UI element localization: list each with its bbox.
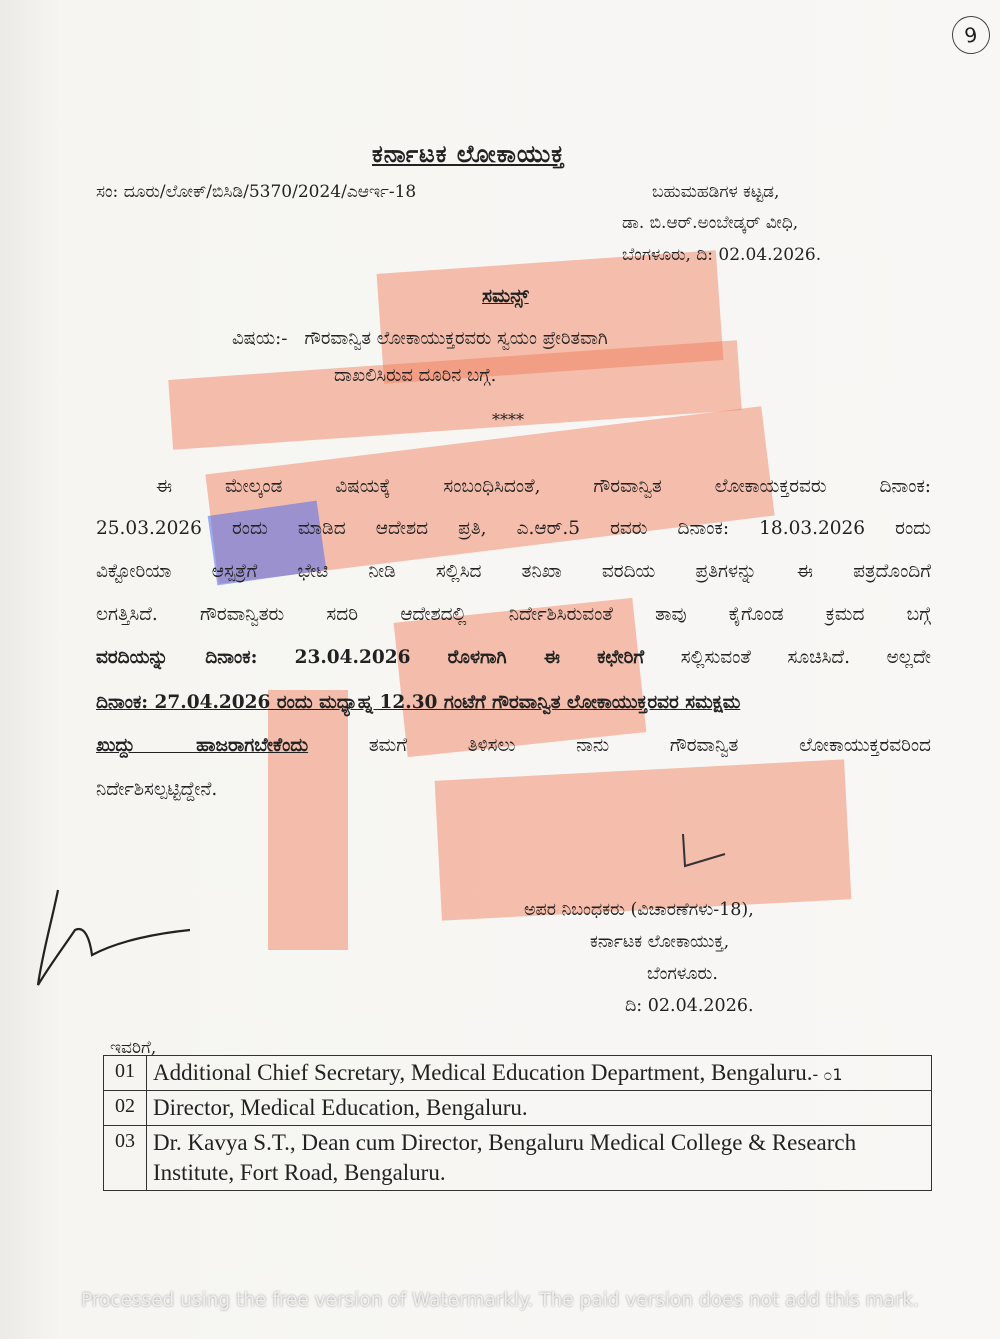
highlight-mark [268,690,348,950]
hearing-date-line: ದಿನಾಂಕ: 27.04.2026 ರಂದು ಮಧ್ಯಾಹ್ನ 12.30 ಗಂಟೆಗೆ ಗೌರವಾನ್ವಿತ ಲೋಕಾಯುಕ್ತರವರ ಸಮಕ್ಷಮ [96,692,741,713]
page-title: ಕರ್ನಾಟಕ ಲೋಕಾಯುಕ್ತ [372,139,566,168]
subject-text: ಗೌರವಾನ್ವಿತ ಲೋಕಾಯುಕ್ತರವರು ಸ್ವಯಂ ಪ್ರೇರಿತವಾಗಿ [304,328,608,349]
body-line: ಲಗತ್ತಿಸಿದೆ. ಗೌರವಾನ್ವಿತರು ಸದರಿ ಆದೇಶದಲ್ಲಿ ನಿರ್ದೇಶಿಸಿರುವಂತೆ ತಾವು ಕೈಗೊಂಡ ಕ್ರಮದ ಬಗ್ಗೆ [96,604,931,625]
page-number: 9 [949,13,993,57]
subject-line [232,328,608,350]
signatory-office: ಕರ್ನಾಟಕ ಲೋಕಾಯುಕ್ತ, [590,932,730,952]
body-line: ಖುದ್ದು ಹಾಜರಾಗಬೇಕೆಂದು ತಮಗೆ ತಿಳಿಸಲು ನಾನು ಗೌರವಾನ್ವಿತ ಲೋಕಾಯುಕ್ತರವರಿಂದ [96,735,931,756]
body-line: ವಿಕ್ಟೋರಿಯಾ ಆಸ್ಪತ್ರೆಗೆ ಭೇಟಿ ನೀಡಿ ಸಲ್ಲಿಸಿದ ತನಿಖಾ ವರದಿಯ ಪ್ರತಿಗಳನ್ನು ಈ ಪತ್ರದೊಂದಿಗೆ [96,561,931,582]
address-line: ಡಾ. ಬಿ.ಆರ್.ಅಂಬೇಡ್ಕರ್ ವೀಧಿ, [622,213,799,233]
recipient-text: Director, Medical Education, Bengaluru. [147,1090,932,1125]
table-row [104,1125,932,1190]
table-row [104,1090,932,1125]
signatory-city: ಬೆಂಗಳೂರು. [647,964,718,984]
recipient-number: 03 [104,1125,147,1190]
table-row [104,1056,932,1091]
body-line: ಈ ಮೇಲ್ಕಂಡ ವಿಷಯಕ್ಕೆ ಸಂಬಂಧಿಸಿದಂತೆ, ಗೌರವಾನ್ವಿತ ಲೋಕಾಯಕ್ತರವರು ದಿನಾಂಕ: [156,476,931,497]
body-line: ವರದಿಯನ್ನು ದಿನಾಂಕ: 23.04.2026 ರೊಳಗಾಗಿ ಈ ಕಛೇರಿಗೆ ಸಲ್ಲಿಸುವಂತೆ ಸೂಚಿಸಿದೆ. ಅಲ್ಲದೇ [96,647,931,668]
recipient-text: Dr. Kavya S.T., Dean cum Director, Bengaluru Medical College & Research Institute, Fort Road, Bengaluru. [147,1125,932,1190]
reference-number: ಸಂ: ದೂರು/ಲೋಕ್/ಬಿಸಿಡಿ/5370/2024/ಎಆರ್ಇ-18 [96,182,417,202]
summons-heading: ಸಮನ್ಸ್ [482,285,529,307]
recipient-number: 02 [104,1090,147,1125]
address-line: ಬೆಂಗಳೂರು, ದಿ: 02.04.2026. [622,245,822,265]
to-label: ಇವರಿಗೆ, [110,1038,157,1058]
deadline-text: ವರದಿಯನ್ನು ದಿನಾಂಕ: 23.04.2026 ರೊಳಗಾಗಿ ಈ ಕಛೇರಿಗೆ [96,647,645,668]
subject-label: ವಿಷಯ:- [232,328,288,349]
subject-text-cont: ದಾಖಲಿಸಿರುವ ದೂರಿನ ಬಗ್ಗೆ. [334,365,497,386]
address-line: ಬಹುಮಹಡಿಗಳ ಕಟ್ಟಡ, [652,182,780,202]
body-line: 25.03.2026 ರಂದು ಮಾಡಿದ ಆದೇಶದ ಪ್ರತಿ, ಎ.ಆರ್.5 ರವರು ದಿನಾಂಕ: 18.03.2026 ರಂದು [96,518,931,539]
separator: **** [492,410,524,429]
recipient-text: Additional Chief Secretary, Medical Education Department, Bengaluru.- ೦1 [147,1056,932,1091]
watermark-text: Processed using the free version of Watermarkly. The paid version does not add this mark. [80,1290,920,1311]
recipient-table [103,1055,932,1191]
handwritten-signature [30,885,200,995]
recipient-number: 01 [104,1056,147,1091]
signature-mark [675,832,735,882]
appear-in-person: ಖುದ್ದು ಹಾಜರಾಗಬೇಕೆಂದು [96,735,309,756]
signatory-designation: ಅಪರ ನಿಬಂಧಕರು (ವಿಚಾರಣೆಗಳು-18), [524,900,754,920]
signatory-date: ದಿ: 02.04.2026. [625,996,754,1016]
handwritten-note: - ೦1 [812,1065,843,1084]
body-line: ನಿರ್ದೇಶಿಸಲ್ಪಟ್ಟಿದ್ದೇನೆ. [96,779,218,800]
